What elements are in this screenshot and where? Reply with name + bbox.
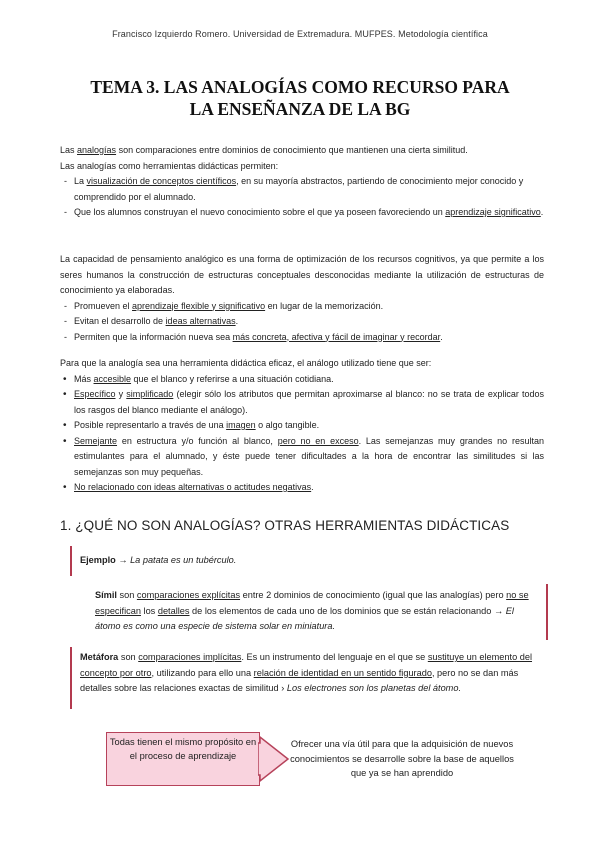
- ejemplo-line: Ejemplo → La patata es un tubérculo.: [80, 555, 237, 565]
- intro-paragraph-1: Las analogías son comparaciones entre dominios de conocimiento que mantienen una cierta similitud.: [60, 145, 468, 155]
- purpose-result-text: Ofrecer una vía útil para que la adquisición de nuevos conocimientos se desarrolle sobre la base de aquellos que ya se han aprendido: [290, 739, 514, 778]
- list-item: • Posible representarlo a través de una imagen o algo tangible.: [60, 418, 544, 434]
- list-item: - Que los alumnos construyan el nuevo conocimiento sobre el que ya poseen favoreciendo un aprendizaje significativo.: [60, 205, 544, 221]
- title-line-2: LA ENSEÑANZA DE LA BG: [189, 99, 411, 119]
- simil-block: Símil son comparaciones explícitas entre 2 dominios de conocimiento (igual que las analogías) pero no se especifican los detalles de los elementos de cada uno de los dominios que se están relacionando → El átomo es como una especie de sistema solar en miniatura.: [95, 590, 529, 631]
- intro-block: [60, 143, 544, 221]
- list-item: - Permiten que la información nueva sea más concreta, afectiva y fácil de imaginar y recordar.: [60, 330, 544, 346]
- page-title: [40, 76, 560, 120]
- requirements-block: [60, 356, 544, 496]
- list-item: - Evitan el desarrollo de ideas alternativas.: [60, 314, 544, 330]
- ejemplo-bar: [70, 546, 72, 576]
- capacity-paragraph: La capacidad de pensamiento analógico es una forma de optimización de los recursos cognitivos, ya que permite a los seres humanos la construcción de estructuras conceptuales desconocidas mediante la utilización de estructuras de conocimiento ya elaboradas.: [60, 254, 544, 295]
- intro-list: [60, 174, 544, 221]
- list-item: - La visualización de conceptos científicos, en su mayoría abstractos, partiendo de conocimiento mejor conocido y comprendido por el alumnado.: [60, 174, 544, 205]
- simil-bar: [546, 584, 548, 640]
- capacity-list: [60, 299, 544, 346]
- metafora-bar: [70, 647, 72, 709]
- arrow-right-icon: [258, 735, 290, 783]
- term-analogias: analogías: [77, 145, 117, 155]
- requirements-list: [60, 372, 544, 496]
- list-item: - Promueven el aprendizaje flexible y significativo en lugar de la memorización.: [60, 299, 544, 315]
- title-line-1: TEMA 3. LAS ANALOGÍAS COMO RECURSO PARA: [90, 77, 510, 97]
- purpose-box-text: Todas tienen el mismo propósito en el proceso de aprendizaje: [109, 737, 257, 761]
- page-header: Francisco Izquierdo Romero. Universidad de Extremadura. MUFPES. Metodología científica: [112, 29, 488, 39]
- capacity-block: [60, 252, 544, 345]
- metafora-block: Metáfora son comparaciones implícitas. Es un instrumento del lenguaje en el que se sustituye un elemento del concepto por otro, utilizando para ello una relación de identidad en un sentido figurado, pero no se dan más detalles sobre las relaciones exactas de similitud › Los electrones son los planetas del átomo.: [80, 652, 533, 693]
- requirements-intro: Para que la analogía sea una herramienta didáctica eficaz, el análogo utilizado tiene que ser:: [60, 358, 432, 368]
- list-item: • Semejante en estructura y/o función al blanco, pero no en exceso. Las semejanzas muy grandes no resultan estimulantes para el alumnado, y éste puede tener dificultades a la hora de encontrar las similitudes si las semejanzas son muy pequeñas.: [60, 434, 544, 481]
- list-item: • Más accesible que el blanco y referirse a una situación cotidiana.: [60, 372, 544, 388]
- list-item: • No relacionado con ideas alternativas o actitudes negativas.: [60, 480, 544, 496]
- intro-paragraph-2: Las analogías como herramientas didácticas permiten:: [60, 160, 279, 171]
- list-item: • Específico y simplificado (elegir sólo los atributos que permitan aproximarse al blanco: no se trata de explicar todos los rasgos del blanco mediante el análogo).: [60, 387, 544, 418]
- section-1-title: 1. ¿QUÉ NO SON ANALOGÍAS? OTRAS HERRAMIENTAS DIDÁCTICAS: [60, 518, 510, 533]
